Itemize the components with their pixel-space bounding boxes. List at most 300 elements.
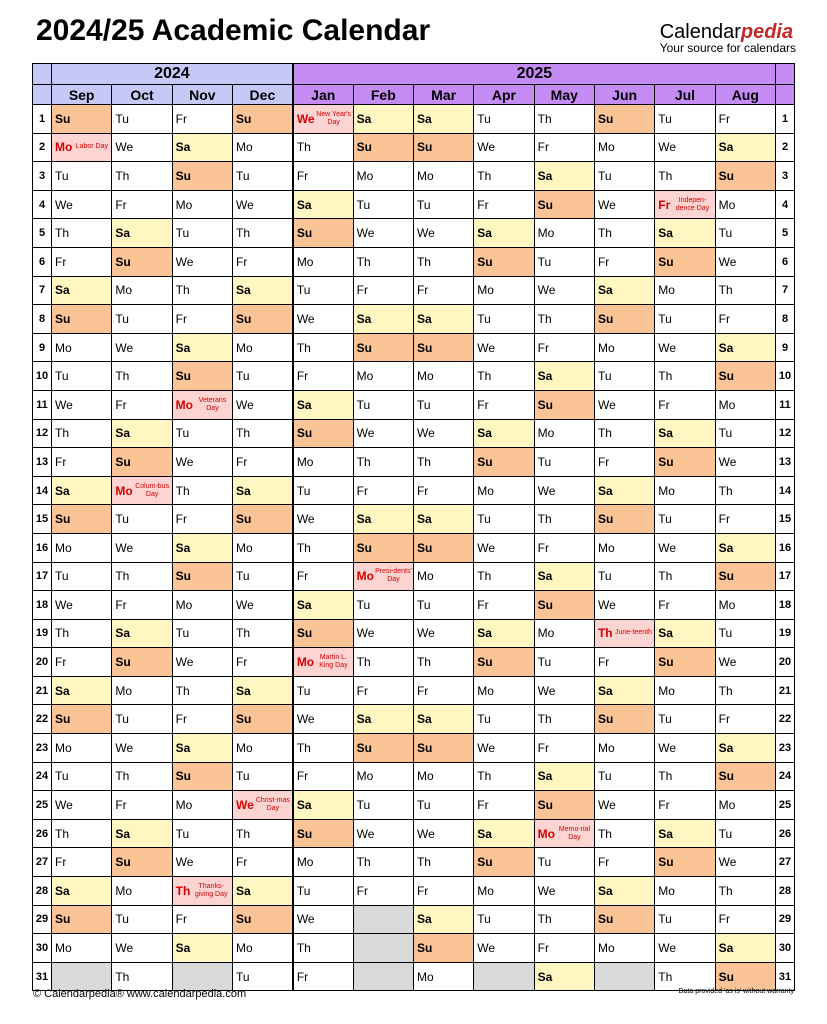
weekday-label: Tu: [718, 426, 733, 441]
day-cell: [594, 934, 654, 963]
weekday-label: Fr: [175, 111, 187, 126]
day-row: [33, 133, 795, 162]
day-cell: [534, 877, 594, 906]
weekday-label: Sa: [477, 426, 492, 441]
day-cell: [172, 676, 232, 705]
weekday-label: Th: [658, 969, 673, 984]
year-header-2025: 2025: [293, 64, 776, 85]
month-header-corner-right: [776, 85, 795, 105]
weekday-label: We: [477, 941, 496, 956]
weekday-label: Tu: [658, 712, 672, 727]
day-number-right: 20: [776, 648, 795, 677]
day-number-left: 20: [33, 648, 52, 677]
day-cell: [474, 362, 534, 391]
day-cell: [172, 133, 232, 162]
day-cell: [413, 848, 473, 877]
day-cell: [715, 305, 775, 334]
weekday-label: Fr: [537, 540, 549, 555]
day-cell: [52, 419, 112, 448]
day-row: [33, 105, 795, 134]
weekday-label: We: [55, 597, 73, 612]
day-cell: [594, 591, 654, 620]
day-number-right: 2: [776, 133, 795, 162]
weekday-label: We: [235, 397, 254, 412]
day-cell: [474, 390, 534, 419]
day-cell: [353, 390, 413, 419]
day-cell: [353, 705, 413, 734]
weekday-label: We: [235, 197, 254, 212]
day-cell: [112, 419, 172, 448]
brand-tagline: Your source for calendars: [659, 41, 796, 55]
day-cell: [232, 362, 292, 391]
brand-name-accent: pedia: [740, 21, 794, 43]
day-cell: [534, 133, 594, 162]
weekday-label: Tu: [175, 426, 190, 441]
weekday-label: Sa: [477, 226, 492, 241]
day-cell: [172, 390, 232, 419]
weekday-label: Mo: [115, 883, 132, 898]
weekday-label: Th: [597, 626, 613, 641]
day-cell: [232, 962, 292, 991]
day-cell: [655, 705, 715, 734]
day-number-right: 11: [776, 390, 795, 419]
weekday-label: Th: [477, 569, 492, 584]
day-cell: [353, 333, 413, 362]
day-cell: [293, 619, 353, 648]
day-cell: [715, 648, 775, 677]
weekday-label: Tu: [55, 369, 69, 384]
day-cell: [413, 762, 473, 791]
day-cell: [594, 333, 654, 362]
weekday-label: Mo: [477, 283, 494, 298]
day-number-left: 3: [33, 162, 52, 191]
day-cell: [474, 190, 534, 219]
weekday-label: Tu: [175, 226, 190, 241]
weekday-label: Sa: [597, 283, 613, 298]
day-cell: [232, 934, 292, 963]
day-cell: [655, 591, 715, 620]
day-cell: [232, 734, 292, 763]
day-cell: [534, 848, 594, 877]
weekday-label: Th: [356, 855, 371, 870]
weekday-label: Tu: [235, 369, 250, 384]
year-header-2024: 2024: [52, 64, 293, 85]
day-cell: [52, 133, 112, 162]
day-cell: [293, 934, 353, 963]
month-header-jul: Jul: [655, 85, 715, 105]
holiday-name: Labor Day: [75, 143, 108, 151]
weekday-label: Su: [356, 540, 372, 555]
day-cell: [52, 905, 112, 934]
day-cell: [715, 419, 775, 448]
day-cell: [474, 133, 534, 162]
day-cell: [413, 362, 473, 391]
day-row: [33, 562, 795, 591]
day-cell: [232, 419, 292, 448]
day-cell: [715, 505, 775, 534]
weekday-label: Tu: [597, 369, 612, 384]
weekday-label: Sa: [55, 283, 70, 298]
day-cell: [172, 247, 232, 276]
weekday-label: Sa: [356, 111, 372, 126]
weekday-label: Th: [296, 540, 311, 555]
day-number-right: 30: [776, 934, 795, 963]
day-number-right: 13: [776, 448, 795, 477]
day-cell: [715, 247, 775, 276]
weekday-label: Mo: [416, 569, 434, 584]
day-cell: [293, 819, 353, 848]
weekday-label: We: [537, 883, 556, 898]
day-number-left: 7: [33, 276, 52, 305]
weekday-label: Su: [597, 712, 614, 727]
day-number-right: 31: [776, 962, 795, 991]
calendar-grid: [32, 63, 795, 991]
day-cell: [172, 533, 232, 562]
day-cell: [52, 705, 112, 734]
weekday-label: Mo: [175, 798, 193, 813]
weekday-label: Sa: [537, 969, 553, 984]
day-cell: [52, 505, 112, 534]
weekday-label: Th: [477, 769, 492, 784]
day-cell: [112, 762, 172, 791]
day-cell: [112, 476, 172, 505]
day-number-left: 29: [33, 905, 52, 934]
day-cell: [353, 877, 413, 906]
day-cell: [474, 276, 534, 305]
weekday-label: Su: [115, 254, 131, 269]
day-cell: [655, 362, 715, 391]
weekday-label: Mo: [235, 540, 253, 555]
weekday-label: Th: [718, 883, 733, 898]
day-cell: [534, 305, 594, 334]
day-number-left: 28: [33, 877, 52, 906]
weekday-label: Tu: [477, 912, 491, 927]
day-cell-empty: [172, 962, 232, 991]
weekday-label: Fr: [718, 111, 730, 126]
weekday-label: Tu: [658, 912, 672, 927]
weekday-label: Mo: [55, 140, 73, 155]
brand-logo[interactable]: [660, 22, 796, 55]
day-cell: [52, 848, 112, 877]
weekday-label: Tu: [658, 111, 672, 126]
day-cell: [534, 219, 594, 248]
day-cell: [655, 505, 715, 534]
day-number-left: 31: [33, 962, 52, 991]
day-cell: [474, 648, 534, 677]
day-cell: [534, 791, 594, 820]
day-cell: [534, 390, 594, 419]
weekday-label: Th: [115, 769, 130, 784]
weekday-label: Mo: [115, 483, 133, 498]
weekday-label: Tu: [296, 883, 311, 898]
day-cell: [232, 791, 292, 820]
day-cell: [413, 648, 473, 677]
day-cell: [655, 734, 715, 763]
weekday-label: We: [115, 340, 134, 355]
day-cell: [413, 476, 473, 505]
month-header-sep: Sep: [52, 85, 112, 105]
weekday-label: Su: [597, 912, 614, 927]
weekday-label: We: [356, 426, 375, 441]
weekday-label: Sa: [175, 140, 191, 155]
day-cell: [353, 762, 413, 791]
weekday-label: Mo: [416, 769, 434, 784]
day-cell: [474, 562, 534, 591]
weekday-label: We: [537, 483, 556, 498]
weekday-label: Sa: [597, 483, 613, 498]
day-cell: [112, 905, 172, 934]
weekday-label: We: [115, 140, 134, 155]
day-cell: [232, 591, 292, 620]
weekday-label: Su: [537, 597, 553, 612]
weekday-label: Su: [296, 426, 313, 441]
weekday-label: We: [175, 855, 194, 870]
weekday-label: Su: [718, 769, 734, 784]
weekday-label: Th: [296, 941, 311, 956]
day-cell: [474, 505, 534, 534]
weekday-label: Th: [658, 369, 673, 384]
weekday-label: Fr: [55, 655, 67, 670]
weekday-label: We: [658, 941, 677, 956]
day-cell: [353, 505, 413, 534]
day-cell: [715, 390, 775, 419]
weekday-label: Mo: [477, 883, 494, 898]
day-cell: [52, 648, 112, 677]
weekday-label: Mo: [175, 197, 193, 212]
day-cell: [534, 448, 594, 477]
day-cell: [172, 619, 232, 648]
weekday-label: Fr: [658, 197, 671, 212]
day-cell: [112, 734, 172, 763]
weekday-label: Th: [718, 483, 733, 498]
day-cell: [353, 219, 413, 248]
day-row: [33, 162, 795, 191]
day-cell: [534, 505, 594, 534]
holiday-name: Indepen-dence Day: [675, 196, 710, 212]
day-cell: [594, 276, 654, 305]
day-cell: [413, 219, 473, 248]
weekday-label: Th: [658, 769, 673, 784]
weekday-label: Fr: [296, 569, 309, 584]
day-cell: [715, 905, 775, 934]
day-number-right: 3: [776, 162, 795, 191]
weekday-label: Mo: [356, 168, 374, 183]
weekday-label: Su: [356, 740, 372, 755]
weekday-label: We: [356, 626, 375, 641]
day-cell: [112, 219, 172, 248]
day-row: [33, 333, 795, 362]
weekday-label: Sa: [356, 311, 372, 326]
day-number-right: 29: [776, 905, 795, 934]
day-cell: [715, 448, 775, 477]
weekday-label: Fr: [356, 683, 368, 698]
day-row: [33, 762, 795, 791]
day-cell: [293, 448, 353, 477]
weekday-label: We: [416, 826, 435, 841]
weekday-label: Tu: [115, 311, 129, 326]
weekday-label: We: [477, 540, 496, 555]
weekday-label: Fr: [537, 740, 549, 755]
day-number-left: 6: [33, 247, 52, 276]
day-cell: [715, 848, 775, 877]
weekday-label: Mo: [55, 340, 72, 355]
weekday-label: Th: [235, 426, 250, 441]
month-header-jun: Jun: [594, 85, 654, 105]
weekday-label: We: [416, 426, 435, 441]
day-cell: [594, 162, 654, 191]
weekday-label: Su: [537, 397, 553, 412]
day-cell: [655, 448, 715, 477]
day-number-left: 19: [33, 619, 52, 648]
day-number-left: 25: [33, 791, 52, 820]
weekday-label: Su: [537, 197, 553, 212]
weekday-label: Su: [356, 140, 372, 155]
day-cell: [474, 877, 534, 906]
day-number-left: 1: [33, 105, 52, 134]
weekday-label: Fr: [597, 655, 610, 670]
day-cell: [293, 276, 353, 305]
day-cell: [534, 105, 594, 134]
day-cell: [534, 190, 594, 219]
day-row: [33, 305, 795, 334]
day-cell: [655, 533, 715, 562]
day-cell: [112, 819, 172, 848]
day-cell: [52, 162, 112, 191]
weekday-label: Su: [115, 454, 131, 469]
weekday-label: Th: [416, 855, 431, 870]
day-cell: [715, 162, 775, 191]
day-cell: [293, 505, 353, 534]
day-number-left: 27: [33, 848, 52, 877]
day-cell: [474, 676, 534, 705]
day-cell: [52, 819, 112, 848]
weekday-label: Th: [477, 168, 492, 183]
weekday-label: Fr: [356, 883, 368, 898]
weekday-label: We: [597, 597, 616, 612]
day-cell: [172, 848, 232, 877]
weekday-label: Mo: [296, 454, 314, 469]
day-cell: [534, 934, 594, 963]
day-row: [33, 190, 795, 219]
day-cell: [52, 247, 112, 276]
weekday-label: Su: [537, 798, 553, 813]
weekday-label: We: [356, 826, 375, 841]
weekday-label: Su: [55, 111, 71, 126]
day-cell: [594, 791, 654, 820]
day-cell: [172, 877, 232, 906]
day-cell: [232, 648, 292, 677]
day-cell: [112, 648, 172, 677]
holiday-name: Memo-rial Day: [558, 825, 591, 841]
day-cell: [655, 562, 715, 591]
day-number-left: 26: [33, 819, 52, 848]
day-cell: [172, 762, 232, 791]
day-cell: [594, 505, 654, 534]
weekday-label: Mo: [356, 569, 374, 584]
day-cell: [413, 905, 473, 934]
day-number-left: 16: [33, 533, 52, 562]
weekday-label: Su: [115, 855, 131, 870]
weekday-label: We: [235, 597, 254, 612]
day-cell: [353, 448, 413, 477]
weekday-label: We: [658, 340, 677, 355]
weekday-label: Mo: [597, 941, 615, 956]
weekday-label: Tu: [356, 397, 371, 412]
day-cell: [413, 705, 473, 734]
weekday-label: Sa: [477, 826, 492, 841]
day-cell: [172, 190, 232, 219]
day-cell: [715, 562, 775, 591]
day-cell: [534, 905, 594, 934]
weekday-label: We: [597, 197, 616, 212]
day-number-left: 30: [33, 934, 52, 963]
day-number-right: 9: [776, 333, 795, 362]
day-cell: [52, 676, 112, 705]
day-cell: [112, 848, 172, 877]
weekday-label: Su: [356, 340, 372, 355]
day-number-right: 24: [776, 762, 795, 791]
weekday-label: Sa: [235, 883, 251, 898]
day-cell: [534, 247, 594, 276]
weekday-label: Tu: [658, 512, 672, 527]
weekday-label: Th: [175, 883, 191, 898]
day-cell: [293, 762, 353, 791]
day-number-right: 26: [776, 819, 795, 848]
weekday-label: Th: [115, 569, 130, 584]
weekday-label: We: [597, 798, 616, 813]
day-cell: [413, 562, 473, 591]
weekday-label: Th: [55, 826, 70, 841]
day-cell: [293, 705, 353, 734]
day-cell: [232, 619, 292, 648]
weekday-label: We: [416, 226, 435, 241]
day-cell: [232, 333, 292, 362]
weekday-label: Tu: [537, 254, 552, 269]
day-number-left: 23: [33, 734, 52, 763]
weekday-label: We: [658, 140, 677, 155]
day-cell: [112, 591, 172, 620]
weekday-label: Sa: [55, 683, 70, 698]
weekday-label: Mo: [718, 397, 736, 412]
day-number-left: 18: [33, 591, 52, 620]
weekday-label: Tu: [658, 311, 672, 326]
weekday-label: Th: [597, 826, 612, 841]
day-cell: [112, 276, 172, 305]
day-cell: [232, 247, 292, 276]
weekday-label: Th: [416, 454, 431, 469]
day-number-right: 4: [776, 190, 795, 219]
weekday-label: Th: [115, 969, 130, 984]
weekday-label: We: [235, 798, 254, 813]
weekday-label: Tu: [477, 712, 491, 727]
day-cell: [232, 448, 292, 477]
weekday-label: Th: [55, 426, 70, 441]
day-row: [33, 533, 795, 562]
weekday-label: Fr: [296, 769, 309, 784]
weekday-label: Mo: [235, 140, 253, 155]
holiday-name: Presi-dents' Day: [375, 568, 412, 584]
day-cell: [232, 705, 292, 734]
day-cell: [353, 619, 413, 648]
day-cell: [353, 476, 413, 505]
weekday-label: We: [115, 540, 134, 555]
day-cell: [232, 533, 292, 562]
day-cell: [474, 305, 534, 334]
weekday-label: Mo: [296, 254, 314, 269]
weekday-label: Su: [597, 311, 614, 326]
day-number-left: 14: [33, 476, 52, 505]
day-cell: [353, 190, 413, 219]
